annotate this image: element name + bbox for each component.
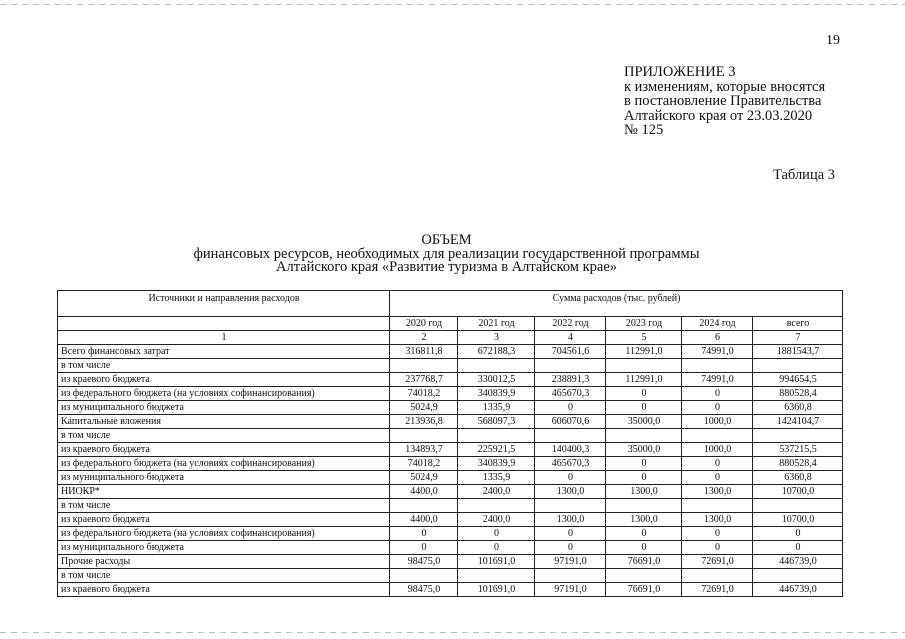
value-cell: 0 (682, 387, 753, 401)
value-cell: 98475,0 (390, 583, 458, 597)
value-cell: 1300,0 (682, 485, 753, 499)
appendix-line: к изменениям, которые вносятся (624, 78, 826, 95)
value-cell: 10700,0 (753, 485, 843, 499)
value-cell (535, 499, 606, 513)
value-cell: 1335,9 (458, 401, 535, 415)
table-row (58, 513, 843, 527)
value-cell: 880528,4 (753, 387, 843, 401)
value-cell (606, 569, 682, 583)
value-cell: 112991,0 (606, 373, 682, 387)
table-row (58, 485, 843, 499)
value-cell (535, 429, 606, 443)
value-cell: 76691,0 (606, 583, 682, 597)
value-cell: 0 (682, 541, 753, 555)
value-cell: 0 (753, 527, 843, 541)
value-cell: 340839,9 (458, 387, 535, 401)
value-cell (753, 569, 843, 583)
table-row (58, 373, 843, 387)
column-number-row (58, 331, 843, 345)
table-row (58, 415, 843, 429)
value-cell: 0 (606, 457, 682, 471)
value-cell: 5024,9 (390, 401, 458, 415)
value-cell: 98475,0 (390, 555, 458, 569)
header-row (58, 291, 843, 317)
value-cell: 101691,0 (458, 555, 535, 569)
value-cell: 4400,0 (390, 513, 458, 527)
table-row (58, 359, 843, 373)
row-label-cell: в том числе (58, 499, 390, 513)
year-row (58, 317, 843, 331)
value-cell: 1000,0 (682, 415, 753, 429)
value-cell: 446739,0 (753, 555, 843, 569)
row-label-cell: Капитальные вложения (58, 415, 390, 429)
col-number-cell: 6 (682, 331, 753, 345)
value-cell (390, 429, 458, 443)
value-cell: 4400,0 (390, 485, 458, 499)
value-cell (535, 359, 606, 373)
row-label-cell: в том числе (58, 429, 390, 443)
value-cell: 1300,0 (682, 513, 753, 527)
value-cell: 1300,0 (535, 513, 606, 527)
table-row (58, 555, 843, 569)
appendix-block (624, 65, 894, 138)
value-cell: 0 (606, 541, 682, 555)
value-cell: 225921,5 (458, 443, 535, 457)
value-cell: 704561,6 (535, 345, 606, 359)
row-label-cell: в том числе (58, 359, 390, 373)
value-cell: 880528,4 (753, 457, 843, 471)
value-cell: 0 (682, 401, 753, 415)
table-row (58, 583, 843, 597)
col-number-cell: 3 (458, 331, 535, 345)
value-cell: 1300,0 (606, 513, 682, 527)
row-label-cell: НИОКР* (58, 485, 390, 499)
table-row (58, 499, 843, 513)
value-cell (682, 359, 753, 373)
value-cell: 2400,0 (458, 485, 535, 499)
value-cell (458, 499, 535, 513)
header-source-cont (58, 317, 390, 331)
value-cell: 465670,3 (535, 387, 606, 401)
value-cell: 1424104,7 (753, 415, 843, 429)
value-cell: 140400,3 (535, 443, 606, 457)
header-source-cell: Источники и направления расходов (58, 291, 390, 317)
table-label: Таблица 3 (773, 167, 836, 183)
col-number-cell: 2 (390, 331, 458, 345)
value-cell: 1300,0 (535, 485, 606, 499)
value-cell (458, 569, 535, 583)
value-cell: 1300,0 (606, 485, 682, 499)
value-cell (458, 359, 535, 373)
row-label-cell: из краевого бюджета (58, 443, 390, 457)
table-row (58, 401, 843, 415)
table-row (58, 471, 843, 485)
year-cell: 2023 год (606, 317, 682, 331)
row-label-cell: из муниципального бюджета (58, 471, 390, 485)
table-row (58, 569, 843, 583)
value-cell: 134893,7 (390, 443, 458, 457)
appendix-line: № 125 (624, 122, 664, 138)
value-cell: 238891,3 (535, 373, 606, 387)
appendix-line: Алтайского края от 23.03.2020 (624, 107, 813, 124)
value-cell: 0 (535, 401, 606, 415)
table-row (58, 527, 843, 541)
value-cell: 6360,8 (753, 471, 843, 485)
page-number: 19 (826, 33, 840, 48)
value-cell: 74018,2 (390, 387, 458, 401)
table-row (58, 387, 843, 401)
year-cell: 2021 год (458, 317, 535, 331)
finance-table (57, 290, 843, 597)
value-cell: 0 (535, 471, 606, 485)
value-cell: 213936,8 (390, 415, 458, 429)
value-cell: 537215,5 (753, 443, 843, 457)
table-row (58, 345, 843, 359)
year-cell: 2020 год (390, 317, 458, 331)
value-cell: 112991,0 (606, 345, 682, 359)
value-cell: 465670,3 (535, 457, 606, 471)
value-cell: 0 (606, 471, 682, 485)
value-cell: 72691,0 (682, 583, 753, 597)
value-cell: 101691,0 (458, 583, 535, 597)
value-cell: 0 (682, 457, 753, 471)
row-label-cell: Прочие расходы (58, 555, 390, 569)
document-title (0, 234, 893, 275)
value-cell: 74018,2 (390, 457, 458, 471)
scan-edge-bottom (0, 632, 905, 633)
value-cell: 74991,0 (682, 345, 753, 359)
value-cell (390, 499, 458, 513)
value-cell: 5024,9 (390, 471, 458, 485)
row-label-cell: из федерального бюджета (на условиях софинансирования) (58, 457, 390, 471)
value-cell: 0 (390, 541, 458, 555)
value-cell (458, 429, 535, 443)
appendix-line: ПРИЛОЖЕНИЕ 3 (624, 64, 736, 80)
value-cell: 0 (390, 527, 458, 541)
value-cell: 35000,0 (606, 443, 682, 457)
col-number-cell: 5 (606, 331, 682, 345)
table-row (58, 457, 843, 471)
value-cell (390, 569, 458, 583)
value-cell: 97191,0 (535, 583, 606, 597)
col-number-cell: 1 (58, 331, 390, 345)
value-cell (682, 429, 753, 443)
table-row (58, 541, 843, 555)
value-cell: 446739,0 (753, 583, 843, 597)
appendix-line: в постановление Правительства (624, 93, 822, 109)
value-cell: 0 (682, 471, 753, 485)
value-cell: 237768,7 (390, 373, 458, 387)
value-cell: 0 (606, 527, 682, 541)
row-label-cell: из федерального бюджета (на условиях софинансирования) (58, 387, 390, 401)
value-cell: 0 (535, 527, 606, 541)
value-cell: 0 (458, 527, 535, 541)
row-label-cell: из муниципального бюджета (58, 401, 390, 415)
title-line: ОБЪЕМ (421, 232, 472, 248)
value-cell (606, 499, 682, 513)
value-cell (682, 499, 753, 513)
header-sum-cell: Сумма расходов (тыс. рублей) (390, 291, 843, 317)
value-cell: 6360,8 (753, 401, 843, 415)
value-cell: 76691,0 (606, 555, 682, 569)
value-cell: 330012,5 (458, 373, 535, 387)
value-cell: 340839,9 (458, 457, 535, 471)
row-label-cell: из краевого бюджета (58, 513, 390, 527)
value-cell (606, 359, 682, 373)
value-cell (753, 499, 843, 513)
value-cell (606, 429, 682, 443)
value-cell: 568097,3 (458, 415, 535, 429)
value-cell: 2400,0 (458, 513, 535, 527)
value-cell: 97191,0 (535, 555, 606, 569)
row-label-cell: из краевого бюджета (58, 583, 390, 597)
value-cell: 0 (535, 541, 606, 555)
table-row (58, 443, 843, 457)
scan-edge-top (0, 4, 905, 5)
value-cell: 316811,8 (390, 345, 458, 359)
value-cell: 0 (606, 401, 682, 415)
year-cell: 2022 год (535, 317, 606, 331)
row-label-cell: из муниципального бюджета (58, 541, 390, 555)
value-cell (753, 359, 843, 373)
table-row (58, 429, 843, 443)
row-label-cell: из федерального бюджета (на условиях софинансирования) (58, 527, 390, 541)
value-cell: 672188,3 (458, 345, 535, 359)
value-cell (390, 359, 458, 373)
value-cell: 0 (682, 527, 753, 541)
value-cell: 10700,0 (753, 513, 843, 527)
row-label-cell: в том числе (58, 569, 390, 583)
year-cell: 2024 год (682, 317, 753, 331)
value-cell (682, 569, 753, 583)
value-cell (753, 429, 843, 443)
value-cell: 0 (753, 541, 843, 555)
value-cell: 0 (458, 541, 535, 555)
row-label-cell: Всего финансовых затрат (58, 345, 390, 359)
value-cell (535, 569, 606, 583)
col-number-cell: 7 (753, 331, 843, 345)
value-cell: 1000,0 (682, 443, 753, 457)
title-line: Алтайского края «Развитие туризма в Алтайском крае» (275, 259, 618, 275)
value-cell: 74991,0 (682, 373, 753, 387)
value-cell: 994654,5 (753, 373, 843, 387)
value-cell: 0 (606, 387, 682, 401)
value-cell: 1335,9 (458, 471, 535, 485)
row-label-cell: из краевого бюджета (58, 373, 390, 387)
value-cell: 35000,0 (606, 415, 682, 429)
year-cell: всего (753, 317, 843, 331)
value-cell: 606070,6 (535, 415, 606, 429)
value-cell: 72691,0 (682, 555, 753, 569)
value-cell: 1881543,7 (753, 345, 843, 359)
col-number-cell: 4 (535, 331, 606, 345)
title-line: финансовых ресурсов, необходимых для реализации государственной программы (193, 245, 700, 262)
